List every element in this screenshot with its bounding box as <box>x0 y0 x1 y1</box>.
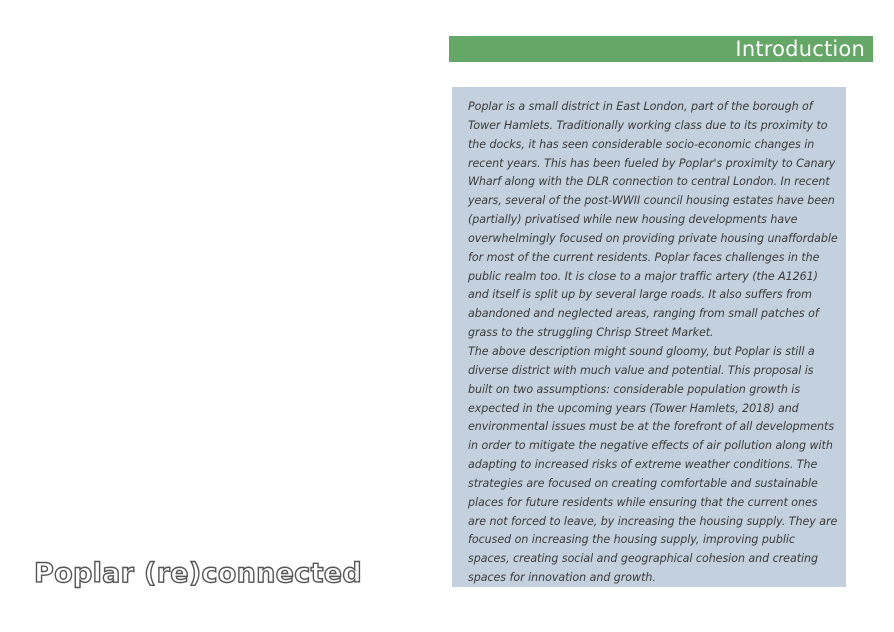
intro-paragraph-2: The above description might sound gloomy, but Poplar is still a diverse district with much value and potential. This proposal is built on two assumptions: considerable population growth is expected in the upcoming years (Tower Hamlets, 2018) and environmental issues must be at the forefront of all developments in order to mitigate the negative effects of air pollution along with adapting to increased risks of extreme weather conditions. The strategies are focused on creating comfortable and sustainable places for future residents while ensuring that the current ones are not forced to leave, by increasing the housing supply. They are focused on increasing the housing supply, improving public spaces, creating social and geographical cohesion and creating spaces for innovation and growth. <box>468 344 838 585</box>
intro-paragraph-1: Poplar is a small district in East London, part of the borough of Tower Hamlets. Traditionally working class due to its proximity to the docks, it has seen considerable socio-economic changes in recent years. This has been fueled by Poplar's proximity to Canary Wharf along with the DLR connection to central London. In recent years, several of the post-WWII council housing estates have been (partially) privatised while new housing developments have overwhelmingly focused on providing private housing unaffordable for most of the current residents. Poplar faces challenges in the public realm too. It is close to a major traffic artery (the A1261) and itself is split up by several large roads. It also suffers from abandoned and neglected areas, ranging from small patches of grass to the struggling Chrisp Street Market. <box>468 100 838 340</box>
section-header-bar <box>449 36 873 62</box>
introduction-text-panel <box>452 87 846 587</box>
section-title: Introduction <box>735 37 865 61</box>
project-title: Poplar (re)connected <box>34 558 363 589</box>
